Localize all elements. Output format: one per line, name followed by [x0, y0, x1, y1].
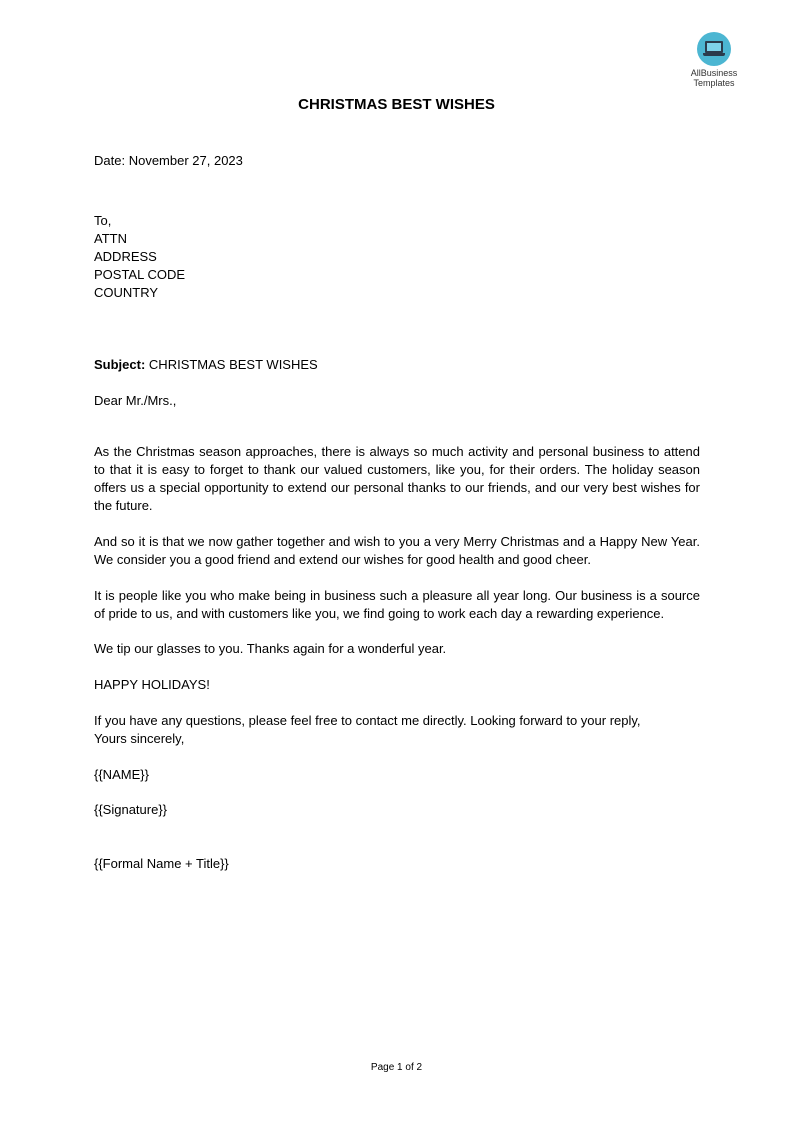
body-paragraph-3: It is people like you who make being in business such a pleasure all year long. Our business is a source of pride to us, and with customers like you, we find going to work each day a rewarding experience. [94, 588, 700, 621]
recipient-line: ADDRESS [94, 249, 157, 264]
recipient-line: ATTN [94, 231, 127, 246]
salutation: Dear Mr./Mrs., [94, 393, 177, 408]
logo-text [686, 68, 742, 88]
holiday-greeting: HAPPY HOLIDAYS! [94, 677, 210, 692]
allbusiness-templates-logo [686, 32, 742, 88]
body-paragraph-1: As the Christmas season approaches, there is always so much activity and personal business to attend to that it is easy to forget to thank our valued customers, like you, for their orders. The holiday season offers us a special opportunity to extend our personal thanks to our friends, and our very best wishes for the future. [94, 444, 700, 513]
signature-placeholder: {{Signature}} [94, 802, 168, 817]
recipient-line: POSTAL CODE [94, 267, 186, 282]
page-number: Page 1 of 2 [370, 1062, 423, 1073]
date-line [94, 152, 700, 170]
date-value: November 27, 2023 [128, 153, 243, 168]
logo-line-1: AllBusiness [690, 68, 738, 78]
subject-value: CHRISTMAS BEST WISHES [148, 357, 318, 372]
body-paragraph-4: We tip our glasses to you. Thanks again for a wonderful year. [94, 641, 447, 656]
document-title: CHRISTMAS BEST WISHES [298, 96, 495, 113]
body-paragraph-2: And so it is that we now gather together and wish to you a very Merry Christmas and a Happy New Year. We consider you a good friend and extend our wishes for good health and good cheer. [94, 534, 700, 567]
formal-name-placeholder: {{Formal Name + Title}} [94, 856, 229, 871]
subject-line [94, 356, 700, 374]
laptop-icon [697, 32, 731, 66]
recipient-line: To, [94, 213, 112, 228]
closing [94, 712, 700, 748]
recipient-address [94, 212, 700, 302]
closing-sign-off: Yours sincerely, [94, 731, 185, 746]
logo-line-2: Templates [693, 78, 735, 88]
recipient-line: COUNTRY [94, 285, 159, 300]
name-placeholder: {{NAME}} [94, 767, 149, 782]
subject-label: Subject: [94, 357, 146, 372]
closing-line: If you have any questions, please feel free to contact me directly. Looking forward to your reply, [94, 713, 641, 728]
date-label: Date: [94, 153, 126, 168]
